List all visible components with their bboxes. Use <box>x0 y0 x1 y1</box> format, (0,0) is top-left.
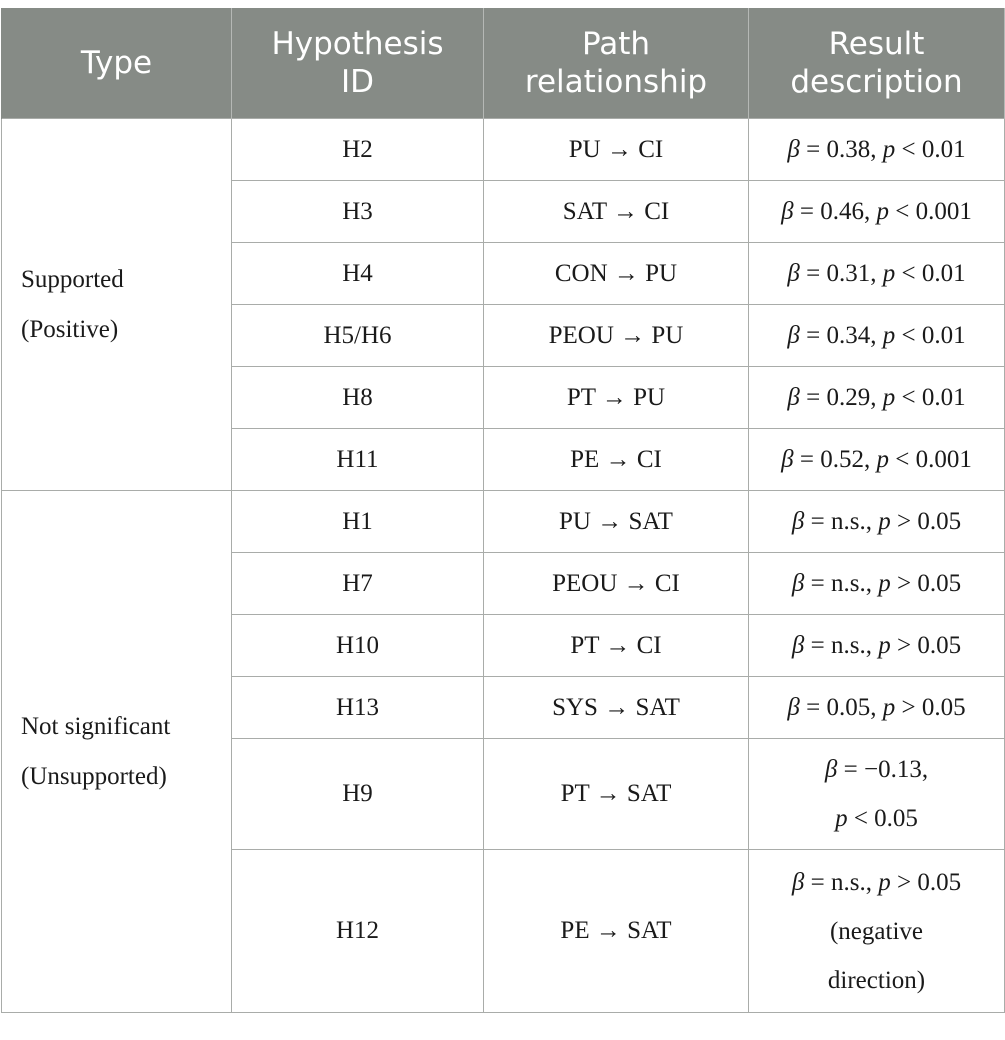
path-relationship: CON → PU <box>484 243 749 305</box>
path-relationship: PE → CI <box>484 429 749 491</box>
hypothesis-id: H13 <box>232 677 484 739</box>
result-description: β = 0.34, p < 0.01 <box>749 305 1005 367</box>
hypothesis-id: H5/H6 <box>232 305 484 367</box>
hypothesis-id: H11 <box>232 429 484 491</box>
path-relationship: PE → SAT <box>484 850 749 1013</box>
hypothesis-id: H2 <box>232 119 484 181</box>
path-relationship: PT → PU <box>484 367 749 429</box>
hypothesis-id: H9 <box>232 739 484 850</box>
header-row <box>2 8 1005 119</box>
result-description: β = 0.29, p < 0.01 <box>749 367 1005 429</box>
hypothesis-id: H12 <box>232 850 484 1013</box>
path-relationship: PU → SAT <box>484 491 749 553</box>
hypothesis-id: H7 <box>232 553 484 615</box>
group-not-significant: Not significant (Unsupported) <box>2 491 232 1013</box>
result-description: β = 0.52, p < 0.001 <box>749 429 1005 491</box>
header-hypothesis-id: Hypothesis ID <box>232 8 484 119</box>
result-description: β = n.s., p > 0.05 (negative direction) <box>749 850 1005 1013</box>
table-row <box>2 119 1005 181</box>
path-relationship: SYS → SAT <box>484 677 749 739</box>
path-relationship: PEOU → CI <box>484 553 749 615</box>
path-relationship: PT → CI <box>484 615 749 677</box>
hypothesis-id: H10 <box>232 615 484 677</box>
result-description: β = n.s., p > 0.05 <box>749 615 1005 677</box>
hypothesis-id: H3 <box>232 181 484 243</box>
result-description: β = 0.05, p > 0.05 <box>749 677 1005 739</box>
group-supported: Supported (Positive) <box>2 119 232 491</box>
hypothesis-id: H4 <box>232 243 484 305</box>
table-row <box>2 491 1005 553</box>
result-description: β = n.s., p > 0.05 <box>749 491 1005 553</box>
hypothesis-results-table <box>1 8 1005 1013</box>
header-result-description: Result description <box>749 8 1005 119</box>
header-path-relationship: Path relationship <box>484 8 749 119</box>
result-description: β = 0.31, p < 0.01 <box>749 243 1005 305</box>
path-relationship: PT → SAT <box>484 739 749 850</box>
path-relationship: SAT → CI <box>484 181 749 243</box>
path-relationship: PEOU → PU <box>484 305 749 367</box>
result-description: β = n.s., p > 0.05 <box>749 553 1005 615</box>
result-description: β = 0.46, p < 0.001 <box>749 181 1005 243</box>
path-relationship: PU → CI <box>484 119 749 181</box>
header-type: Type <box>2 8 232 119</box>
hypothesis-id: H8 <box>232 367 484 429</box>
hypothesis-id: H1 <box>232 491 484 553</box>
result-description: β = −0.13, p < 0.05 <box>749 739 1005 850</box>
result-description: β = 0.38, p < 0.01 <box>749 119 1005 181</box>
